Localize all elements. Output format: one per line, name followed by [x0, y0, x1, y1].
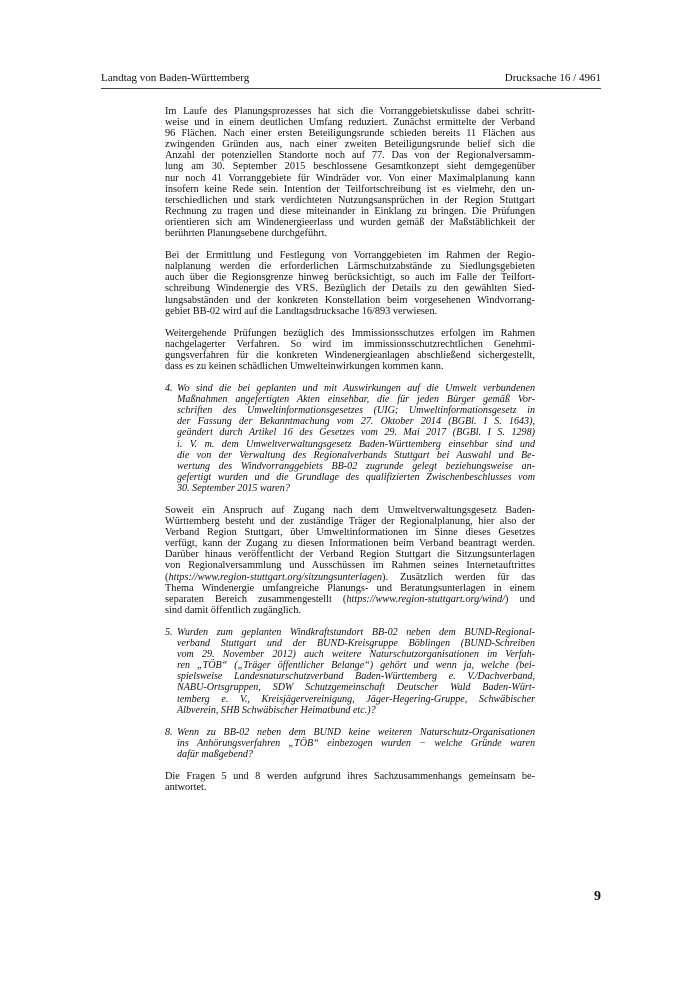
text-line: geändert durch Artikel 16 des Gesetzes vom 29. Mai 2017 (BGBl. I S. 1298)	[177, 427, 535, 439]
text-line: schriften des Umweltinformationsgesetzes (UIG; Umweltinformationsgesetz in	[177, 405, 535, 417]
text-line: von Regionalversammlung und Ausschüssen im Rahmen seines Internetauftrittes	[165, 560, 535, 572]
text-line: ins Anhörungsverfahren „TÖB“ einbezogen wurden − welche Gründe waren	[177, 737, 535, 749]
text-line: Wo sind die bei geplanten und mit Auswirkungen auf die Umwelt verbundenen	[177, 383, 535, 395]
text-line: Die Fragen 5 und 8 werden aufgrund ihres Sachzusammenhangs gemeinsam be-	[165, 770, 535, 782]
text-line: gefertigt wurden und die Grundlage des qualifizierten Zwischenbeschlusses vom	[177, 471, 535, 483]
text-line: orientieren sich am Windenergieerlass und wurden gemäß der Maßstäblichkeit der	[165, 216, 535, 228]
text-line: Bei der Ermittlung und Festlegung von Vorranggebieten im Rahmen der Regio-	[165, 250, 535, 262]
text-line: weise und in einem deutlichen Umfang reduziert. Zunächst ermittelte der Verband	[165, 117, 535, 129]
text-line: Darüber hinaus veröffentlicht der Verband Region Stuttgart die Sitzungsunterlagen	[165, 549, 535, 561]
paragraph-planning-process	[165, 106, 535, 239]
text-line: Albverein, SHB Schwäbischer Heimatbund etc.)?	[177, 704, 376, 716]
text-line: nur noch 41 Vorranggebiete für Windräder vor. Von einer Maximalplanung kann	[165, 172, 535, 184]
text-line: gebiet BB-02 wird auf die Landtagsdrucksache 16/893 verwiesen.	[165, 305, 438, 317]
text-fragment: (	[165, 571, 169, 583]
text-line: Thema Windenergie umfangreiche Planungs- und Beratungsunterlagen in einem	[165, 582, 535, 594]
header-publisher: Landtag von Baden-Württemberg	[101, 72, 250, 84]
text-line: lung am 30. September 2015 beschlossene Gesamtkonzept sieht demgegenüber	[165, 161, 535, 173]
text-line: 30. September 2015 waren?	[177, 482, 290, 494]
question-number: 4.	[165, 383, 173, 395]
text-line	[165, 594, 535, 605]
text-line: lungsabständen und der konkreten Konstellation beim vorgesehenen Windvorrang-	[165, 294, 535, 306]
page-number: 9	[594, 889, 601, 904]
text-line: Maßnahmen angefertigten Akten einsehbar, die für jeden Bürger gemäß Vor-	[177, 394, 535, 406]
text-line: die von der Verwaltung des Regionalverbands Stuttgart bei Auswahl und Be-	[177, 449, 535, 461]
text-line: NABU-Ortsgruppen, SDW Schutzgemeinschaft Deutscher Wald Baden-Würt-	[177, 682, 535, 694]
text-line: Anzahl der potenziellen Standorte noch auf 77. Das von der Regionalversamm-	[165, 150, 535, 162]
text-line: temberg e. V., Kreisjägervereinigung, Jäger-Hegering-Gruppe, Schwäbischer	[177, 693, 535, 705]
question-number: 5.	[165, 626, 173, 638]
text-line: terschiedlichen und stark verdichteten Nutzungsansprüchen in der Region Stuttgart	[165, 194, 535, 206]
text-line: nalplanung werden die erforderlichen Lärmschutzabstände zu Siedlungsgebieten	[165, 261, 535, 273]
text-line: verfügt, kann der Zugang zu diesen Informationen beim Verband beantragt werden.	[165, 538, 535, 550]
text-line: Wenn zu BB-02 neben dem BUND keine weiteren Naturschutz-Organisationen	[177, 726, 535, 738]
text-line: spielsweise Landesnaturschutzverband Baden-Württemberg e. V./Dachverband,	[177, 671, 535, 683]
text-line: gungsverfahren für die konkreten Windenergieanlagen abschließend sichergestellt,	[165, 349, 535, 361]
text-line: Soweit ein Anspruch auf Zugang nach dem Umweltverwaltungsgesetz Baden-	[165, 505, 535, 516]
text-fragment: ). Zusätzlich werden für das	[382, 571, 535, 583]
text-line: Im Laufe des Planungsprozesses hat sich die Vorranggebietskulisse dabei schritt-	[165, 106, 535, 117]
text-line: Wurden zum geplanten Windkraftstandort BB-02 neben dem BUND-Regional-	[177, 626, 535, 638]
question-5	[165, 627, 535, 716]
header-document-number: Drucksache 16 / 4961	[504, 72, 601, 84]
text-line: zwingenden Gründen aus, nach einer zweiten Beteiligungsrunde belief sich die	[165, 139, 535, 151]
text-line: Verband Region Stuttgart, über Umweltinformationen im Sinne dieses Gesetzes	[165, 527, 535, 539]
text-line: auch über die Regionsgrenze hinweg berücksichtigt, so auch im Falle der Teilfort-	[165, 272, 535, 284]
paragraph-noise-protection	[165, 250, 535, 317]
document-body	[165, 106, 535, 804]
text-line: Rechnung zu tragen und diese miteinander in Einklang zu bringen. Die Prüfungen	[165, 205, 535, 217]
question-4	[165, 383, 535, 494]
text-line: dass es zu keinen schädlichen Umwelteinwirkungen kommen kann.	[165, 360, 444, 372]
text-line: nachgelagerter Verfahren. So wird im immissionsschutzrechtlichen Genehmi-	[165, 338, 535, 350]
text-fragment: ) und	[505, 593, 535, 605]
text-line: dafür maßgebend?	[177, 748, 253, 760]
text-line: der Fassung der Bekanntmachung vom 27. Oktober 2014 (BGBl. I S. 1643),	[177, 416, 535, 428]
text-line: verband Stuttgart und der BUND-Kreisgruppe Böblingen (BUND-Schreiben	[177, 638, 535, 650]
text-fragment: separaten Bereich zusammengestellt (	[165, 593, 347, 605]
text-line: vom 29. November 2012) auch weitere Naturschutzorganisationen im Verfah-	[177, 649, 535, 661]
text-line: antwortet.	[165, 782, 207, 794]
wind-link[interactable]: https://www.region-stuttgart.org/wind/	[346, 593, 506, 605]
header-rule	[101, 88, 601, 89]
question-number: 8.	[165, 726, 173, 738]
text-line: insofern keine Rede sein. Intention der Teilfortschreibung ist es vielmehr, den un-	[165, 183, 535, 195]
paragraph-immission-control	[165, 328, 535, 372]
question-8	[165, 727, 535, 760]
text-line: schreibung Windenergie des VRS. Bezüglich der Details zu den gewählten Sied-	[165, 283, 535, 295]
text-line: sind damit öffentlich zugänglich.	[165, 604, 301, 616]
text-line: ren „TÖB“ („Träger öffentlicher Belange“) gehört und wenn ja, welche (bei-	[177, 660, 535, 672]
text-line: wertung des Windvorranggebiets BB-02 zugrunde gelegt beziehungsweise an-	[177, 460, 535, 472]
page-header	[101, 68, 601, 86]
text-line: Weitergehende Prüfungen bezüglich des Immissionsschutzes erfolgen im Rahmen	[165, 327, 535, 339]
sitzungsunterlagen-link[interactable]: https://www.region-stuttgart.org/sitzungsunterlagen	[168, 571, 383, 583]
text-line: berührten Planungsebene durchgeführt.	[165, 228, 328, 240]
text-line: i. V. m. dem Umweltverwaltungsgesetz Baden-Württemberg einsehbar sind und	[177, 438, 535, 450]
text-line	[165, 572, 535, 583]
text-line: 96 Flächen. Nach einer ersten Beteiligungsrunde schieden bereits 11 Flächen aus	[165, 128, 535, 140]
answer-4	[165, 505, 535, 616]
answer-5-and-8	[165, 771, 535, 793]
text-line: Württemberg besteht und der zuständige Träger der Regionalplanung, hier also der	[165, 516, 535, 528]
